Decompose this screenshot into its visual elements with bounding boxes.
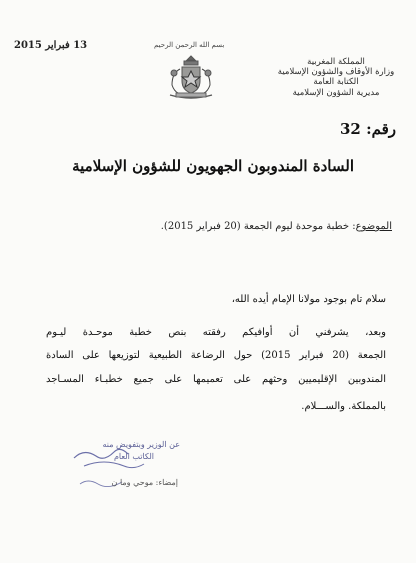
body-line-1: وبعد، يشرفني أن أوافيكم رفقته بنص خطبة موحـدة ليـوم (46, 327, 386, 338)
letter-date: 13 فبراير 2015 (14, 40, 88, 51)
greeting: سلام تام بوجود مولانا الإمام أيده الله، (231, 294, 386, 305)
header-line-kingdom: المملكة المغربية (307, 57, 365, 67)
reference-number: رقم: 32 (339, 120, 396, 138)
header-line-ministry: وزارة الأوقاف والشؤون الإسلامية (277, 67, 395, 78)
header-line-secretariat: الكتابة العامة (313, 77, 359, 88)
royal-emblem-icon (160, 53, 222, 101)
signature-stamp-icon (44, 440, 184, 512)
signature-line-name: إمضاء: موحي وما ن (111, 478, 178, 487)
body-line-4: بالمملكة. والســـلام. (301, 401, 386, 412)
signature-line-delegation: عن الوزير وبتفويض منه (102, 440, 180, 449)
subject-text: : خطبة موحدة ليوم الجمعة (20 فبراير 2015). (160, 221, 356, 232)
signature-line-title: الكاتب العام (113, 452, 154, 461)
body-line-2: الجمعة (20 فبراير 2015) حول الرضاعة الطبيعية لتوزيعها على السادة (46, 350, 387, 361)
addressee-title: السادة المندوبون الجهويون للشؤون الإسلامية (72, 157, 354, 175)
body-line-3: المندوبين الإقليميين وحثهم على تعميمها على جميع خطبـاء المسـاجد (46, 374, 386, 385)
subject-line (161, 221, 392, 232)
basmala: بسم الله الرحمن الرحيم (154, 41, 225, 49)
signature-block (44, 440, 184, 512)
subject-label: الموضوع (355, 221, 392, 232)
header-line-directorate: مديرية الشؤون الإسلامية (292, 87, 380, 98)
ministry-header (276, 57, 396, 98)
